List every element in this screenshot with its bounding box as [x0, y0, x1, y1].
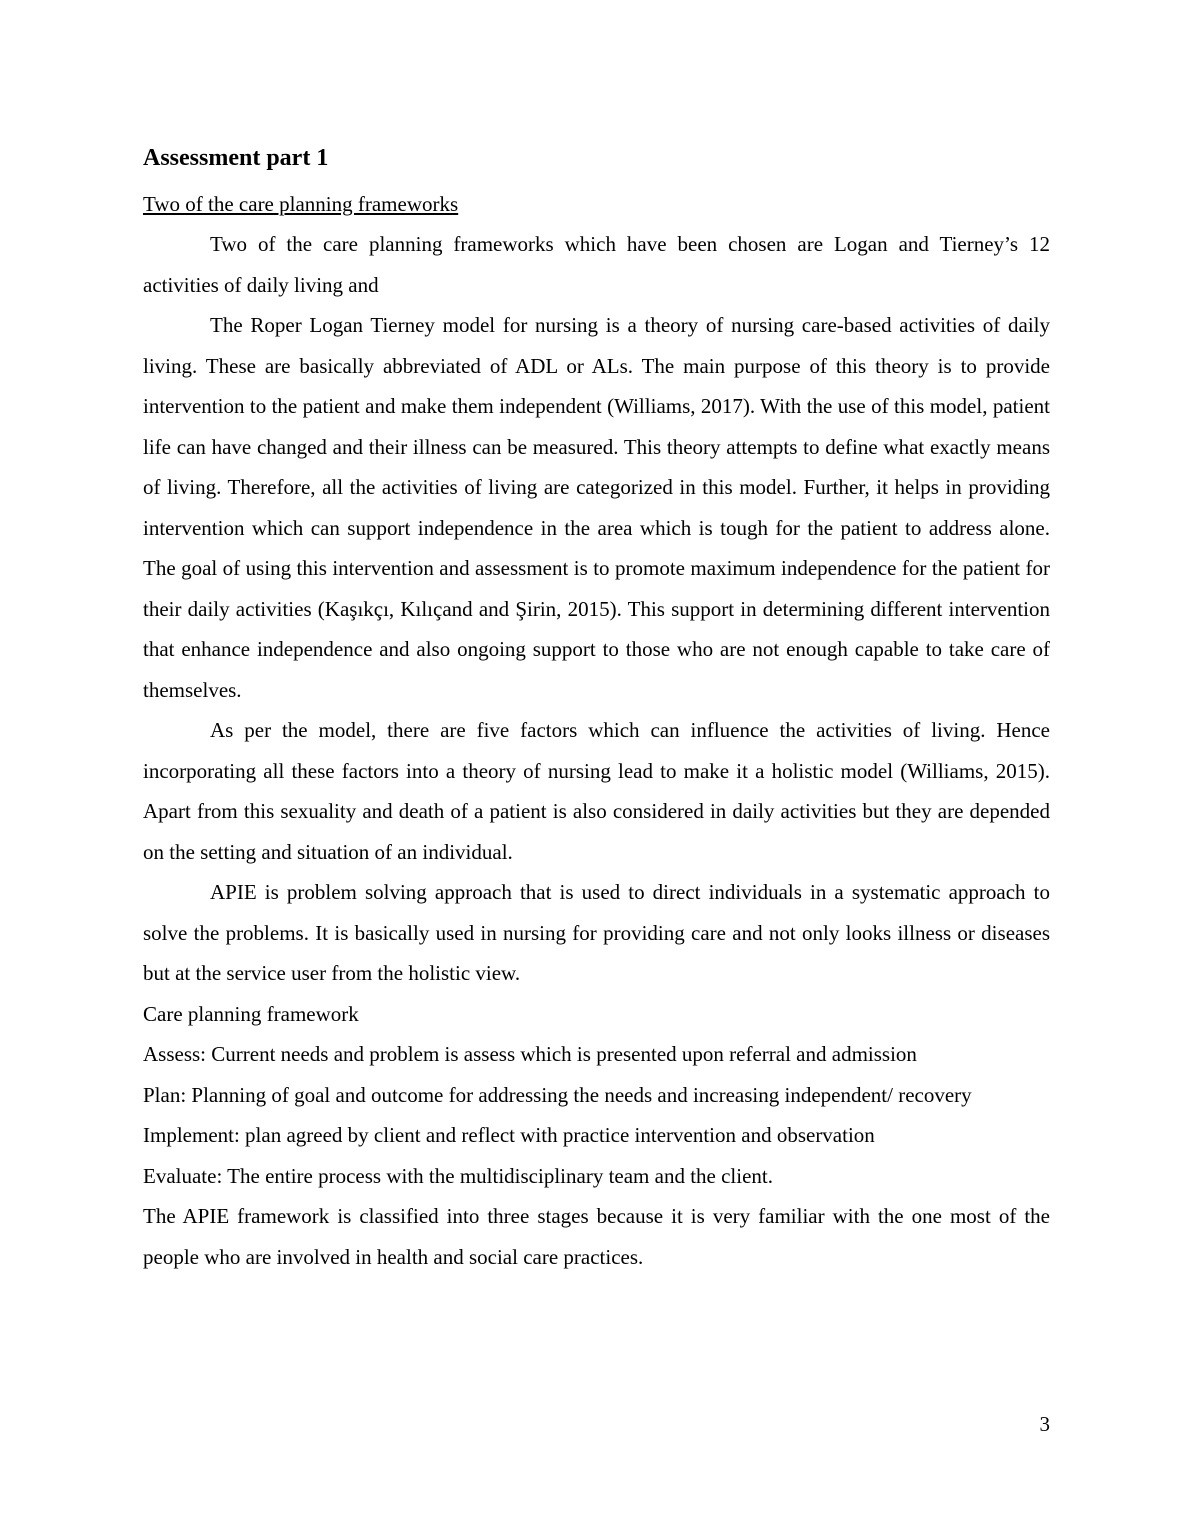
paragraph: Two of the care planning frameworks which have been chosen are Logan and Tierney’s 12 activities of daily living and — [143, 232, 1050, 297]
paragraph: The APIE framework is classified into three stages because it is very familiar with the one most of the people who are involved in health and social care practices. — [143, 1204, 1050, 1269]
paragraph: Assess: Current needs and problem is assess which is presented upon referral and admission — [143, 1042, 917, 1066]
section-heading — [143, 184, 1050, 224]
paragraph: The Roper Logan Tierney model for nursing is a theory of nursing care-based activities of daily living. These are basically abbreviated of ADL or ALs. The main purpose of this theory is to provide intervention to the patient and make them independent (Williams, 2017). With the use of this model, patient life can have changed and their illness can be measured. This theory attempts to define what exactly means of living. Therefore, all the activities of living are categorized in this model. Further, it helps in providing intervention which can support independence in the area which is tough for the patient to address alone. The goal of using this intervention and assessment is to promote maximum independence for the patient for their daily activities (Kaşıkçı, Kılıçand and Şirin, 2015). This support in determining different intervention that enhance independence and also ongoing support to those who are not enough capable to take care of themselves. — [143, 313, 1050, 702]
page-number: 3 — [1039, 1412, 1050, 1436]
paragraph: Evaluate: The entire process with the multidisciplinary team and the client. — [143, 1163, 773, 1188]
paragraph: Implement: plan agreed by client and reflect with practice intervention and observation — [143, 1123, 875, 1147]
paragraph: As per the model, there are five factors which can influence the activities of living. Hence incorporating all these factors into a theory of nursing lead to make it a holistic model (Williams, 2015). Apart from this sexuality and death of a patient is also considered in daily activities but they are depended on the setting and situation of an individual. — [143, 718, 1050, 864]
section-heading-text: Two of the care planning frameworks — [143, 192, 459, 216]
paragraph: Care planning framework — [143, 1001, 359, 1026]
paragraph: Plan: Planning of goal and outcome for addressing the needs and increasing independent/ recovery — [143, 1082, 972, 1107]
paragraph: APIE is problem solving approach that is used to direct individuals in a systematic approach to solve the problems. It is basically used in nursing for providing care and not only looks illness or diseases but at the service user from the holistic view. — [143, 880, 1050, 985]
page-title: Assessment part 1 — [143, 145, 329, 171]
